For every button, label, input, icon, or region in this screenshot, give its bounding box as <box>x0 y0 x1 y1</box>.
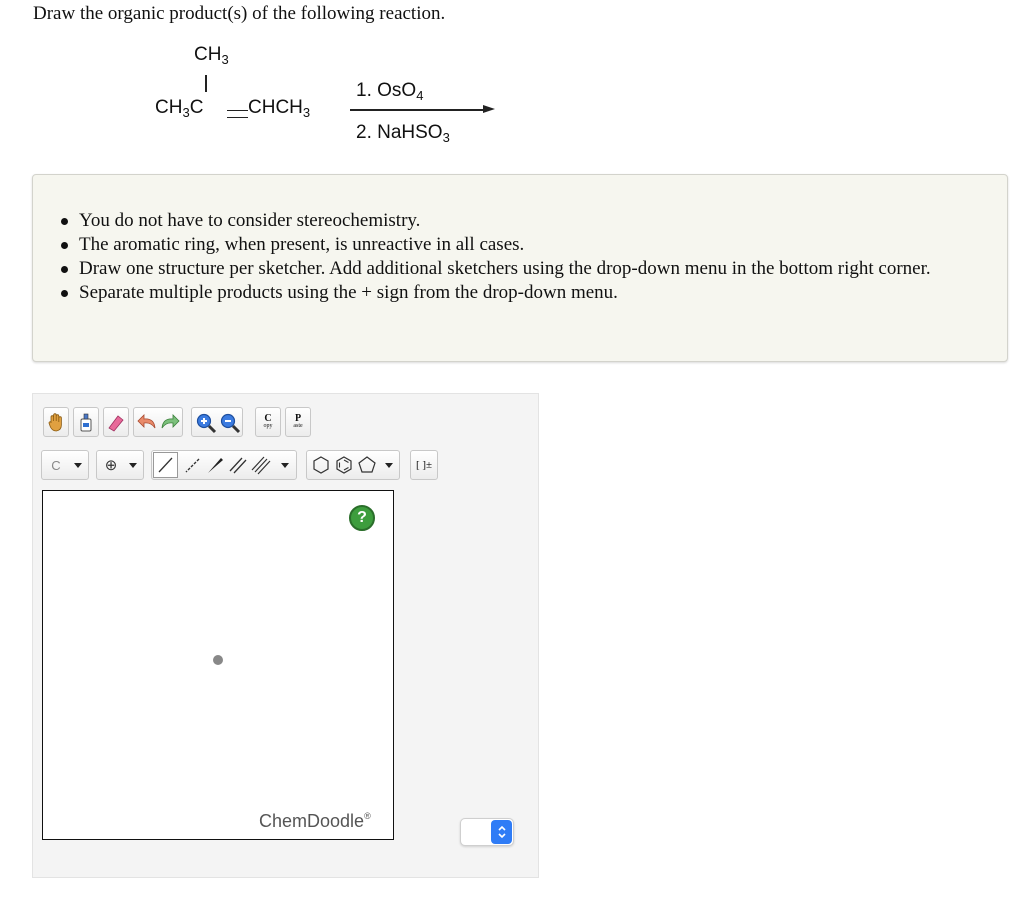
wedge-bond-button[interactable] <box>204 453 226 482</box>
double-bond-icon <box>227 453 249 477</box>
chemdoodle-logo: ChemDoodle® <box>259 811 371 831</box>
instructions-box <box>32 174 1008 362</box>
bracket-charge-button[interactable] <box>410 450 438 480</box>
hashed-bond-button[interactable] <box>181 453 203 482</box>
help-icon: ? <box>357 509 367 526</box>
reagent-step2: 2. NaHSO$_3$ <box>356 122 450 145</box>
charge-dropdown[interactable] <box>96 450 144 480</box>
instruction-item: You do not have to consider stereochemistry. <box>79 209 989 233</box>
cyclopentane-button[interactable] <box>356 454 378 481</box>
eraser-button[interactable] <box>103 407 129 437</box>
reagent-step1: 1. OsO$_4$ <box>356 80 424 103</box>
double-bond-button[interactable] <box>227 453 249 482</box>
eraser-icon <box>106 412 126 432</box>
hand-icon <box>47 412 65 432</box>
zoom-in-button[interactable] <box>195 412 217 439</box>
bond-tools-group <box>151 450 297 480</box>
drawing-canvas[interactable] <box>42 490 394 840</box>
copy-label-top: C <box>264 413 272 424</box>
arrowhead <box>483 105 495 113</box>
instruction-item: The aromatic ring, when present, is unreactive in all cases. <box>79 233 989 257</box>
ring-tools-group <box>306 450 400 480</box>
undo-arrow-icon <box>136 412 158 432</box>
undo-button[interactable] <box>136 412 158 437</box>
hand-pan-button[interactable] <box>43 407 69 437</box>
cyclohexane-button[interactable] <box>310 454 332 481</box>
double-bond <box>227 110 248 118</box>
single-bond-icon <box>154 453 177 477</box>
zoom-group <box>191 407 243 437</box>
hashed-wedge-icon <box>181 453 203 477</box>
clear-bottle-icon <box>78 412 94 432</box>
chevron-down-icon <box>70 451 86 479</box>
zoom-out-button[interactable] <box>219 412 241 439</box>
chevron-down-icon[interactable] <box>380 451 398 479</box>
triple-bond-icon <box>250 453 272 477</box>
chevron-down-icon <box>125 451 141 479</box>
undo-redo-group <box>133 407 183 437</box>
charge-label: ⊕ <box>104 457 118 474</box>
copy-label-bottom: opy <box>263 423 273 429</box>
redo-arrow-icon <box>159 412 181 432</box>
instruction-item: Draw one structure per sketcher. Add additional sketchers using the drop-down menu in the bottom right corner. <box>79 257 989 281</box>
zoom-out-icon <box>219 412 241 434</box>
copy-button[interactable] <box>255 407 281 437</box>
single-bond-line <box>205 75 207 92</box>
triple-bond-button[interactable] <box>250 453 272 482</box>
bracket-label: [ ]± <box>415 459 433 471</box>
instruction-item: Separate multiple products using the + sign from the drop-down menu. <box>79 281 989 305</box>
up-down-icon[interactable] <box>491 820 512 844</box>
cyclohexane-icon <box>310 454 332 476</box>
reactant-right: $CHCH_3$ <box>248 97 311 120</box>
clear-button[interactable] <box>73 407 99 437</box>
redo-button[interactable] <box>159 412 181 437</box>
instructions-list <box>79 209 989 305</box>
reactant-left: $CH_3C$ <box>155 97 204 120</box>
question-text: Draw the organic product(s) of the following reaction. <box>33 3 446 24</box>
wedge-bond-icon <box>204 453 226 477</box>
cyclopentane-icon <box>356 454 378 476</box>
sketcher-count-stepper[interactable] <box>460 818 514 846</box>
reaction-arrow <box>350 109 487 111</box>
help-button[interactable] <box>349 505 375 531</box>
paste-label-top: P <box>294 413 302 424</box>
paste-label-bottom: aste <box>293 423 303 429</box>
chemdoodle-sketcher <box>32 393 539 878</box>
paste-button[interactable] <box>285 407 311 437</box>
atom-label: C <box>51 457 61 473</box>
single-bond-button[interactable] <box>153 452 178 478</box>
methyl-substituent: $CH_3$ <box>194 44 229 67</box>
stepper-arrows-icon <box>497 824 507 840</box>
canvas-cursor-dot <box>213 655 223 665</box>
zoom-in-icon <box>195 412 217 434</box>
benzene-icon <box>333 454 355 476</box>
chevron-down-icon[interactable] <box>276 451 294 479</box>
atom-dropdown[interactable] <box>41 450 89 480</box>
reaction-scheme <box>150 42 510 152</box>
benzene-button[interactable] <box>333 454 355 481</box>
